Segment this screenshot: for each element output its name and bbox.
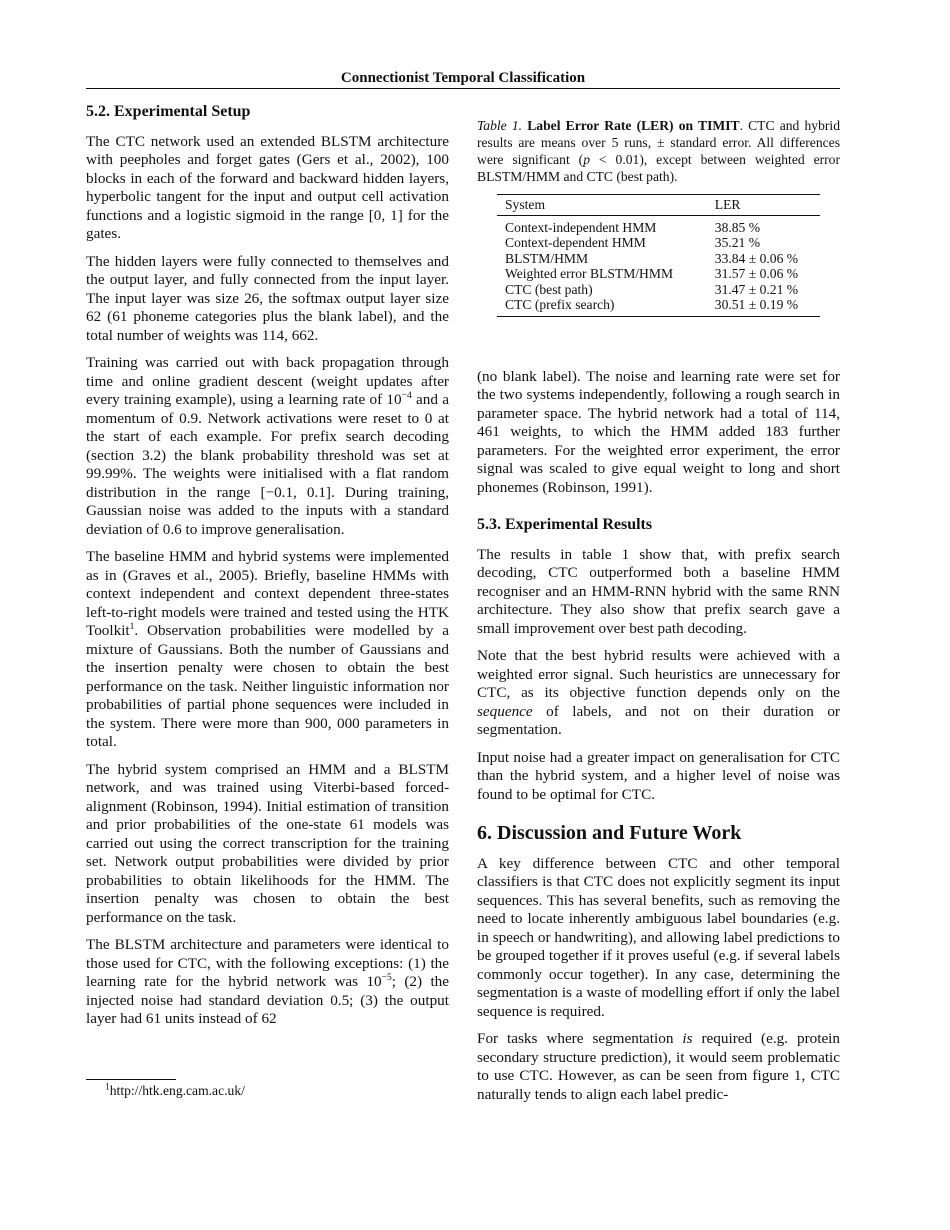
table-row: BLSTM/HMM 33.84 ± 0.06 % [505, 250, 799, 266]
paragraph: The baseline HMM and hybrid systems were implemented as in (Graves et al., 2005). Briefly, baseline HMMs with context independent and context dependent three-states left-to-right models were trained and tested using the HTK Toolkit$^1$. Observation probabilities were modelled by a mixture of Gaussians. Both the number of Gaussians and the insertion penalty were chosen to obtain the best performance on the task. Neither linguistic information nor probabilities of partial phone sequences were included in the system. There were more than 900, 000 parameters in total. [86, 548, 449, 750]
footnote-marker: 1 [129, 621, 135, 632]
paragraph: For tasks where segmentation is required (e.g. protein secondary structure prediction), it would seem problematic to use CTC. However, as can be seen from figure 1, CTC naturally tends to align each label predic- [477, 1030, 841, 1103]
footnote: $^1$http://htk.eng.cam.ac.uk/ [105, 1082, 245, 1098]
paragraph: The CTC network used an extended BLSTM architecture with peepholes and forget gates (Gers et al., 2002), 100 blocks in each of the forward and backward hidden layers, hyperbolic tangent for the input and output cell activation functions and a logistic sigmoid in the range [0, 1] for the gates. [86, 132, 449, 242]
section-heading-experimental-results: 5.3. Experimental Results [477, 516, 653, 533]
ler-table [497, 194, 820, 317]
table-header-system: System [497, 195, 707, 216]
left-column [86, 103, 449, 1038]
paragraph: (no blank label). The noise and learning rate were set for the two systems independently, following a rough search in parameter space. The hybrid network had a total of 114, 461 weights, to which the HMM added 183 further parameters. For the weighted error experiment, the error signal was scaled to give equal weight to long and short phonemes (Robinson, 1991). [477, 367, 840, 496]
paragraph: The hidden layers were fully connected to themselves and the output layer, and fully connected from the input layer. The input layer was size 26, the softmax output layer size 62 (61 phoneme categories plus the blank label), and the total number of weights was 114, 662. [86, 252, 449, 344]
running-header: Connectionist Temporal Classification [340, 70, 586, 86]
paragraph: The BLSTM architecture and parameters were identical to those used for CTC, with the following exceptions: (1) the learning rate for the hybrid network was $10^{-5}$; (2) the injected noise had standard deviation 0.5; (3) the output layer had 61 units instead of 62 [86, 936, 450, 1027]
right-column [477, 103, 840, 1113]
paragraph: Input noise had a greater impact on generalisation for CTC than the hybrid system, and a higher level of noise was found to be optimal for CTC. [477, 748, 840, 803]
table-row: CTC (best path) 31.47 ± 0.21 % [505, 281, 799, 297]
section-heading-experimental-setup: 5.2. Experimental Setup [86, 103, 251, 120]
paragraph: The results in table 1 show that, with prefix search decoding, CTC outperformed both a baseline HMM recogniser and an HMM-RNN hybrid with the same RNN architecture. They also show that prefix search gave a small improvement over best path decoding. [477, 545, 840, 637]
paragraph: A key difference between CTC and other temporal classifiers is that CTC does not explicitly segment its input sequences. This has several benefits, such as removing the need to locate inherently ambiguous label boundaries (e.g. in speech or handwriting), and allowing label predictions to be grouped together if it proves useful (e.g. if several labels commonly occur together). In any case, determining the segmentation is a waste of modelling effort if only the label sequence is required. [477, 854, 840, 1020]
paragraph: The hybrid system comprised an HMM and a BLSTM network, and was trained using Viterbi-based forced-alignment (Robinson, 1994). Initial estimation of transition and prior probabilities of the one-state 61 models was carried out using the correct transcription for the training set. Network output probabilities were divided by prior probabilities to obtain likelihoods for the HMM. The insertion penalty was chosen to obtain the best performance on the task. [86, 760, 449, 926]
paragraph: Training was carried out with back propagation through time and online gradient descent (weight updates after every training example), using a learning rate of $10^{-4}$ and a momentum of 0.9. Network activations were reset to 0 at the start of each example. For prefix search decoding (section 3.2) the blank probability threshold was set at 99.99%. The weights were initialised with a flat random distribution in the range [−0.1, 0.1]. During training, Gaussian noise was added to the inputs with a standard deviation of 0.6 to improve generalisation. [86, 354, 449, 538]
table-row: CTC (prefix search) 30.51 ± 0.19 % [497, 297, 820, 316]
header-rule [86, 88, 840, 89]
footnote-rule [86, 1079, 176, 1080]
section-heading-discussion: 6. Discussion and Future Work [477, 822, 742, 844]
table-row: Weighted error BLSTM/HMM 31.57 ± 0.06 % [505, 266, 799, 281]
table-row: Context-dependent HMM 35.21 % [505, 235, 761, 250]
table-caption: Table 1. Label Error Rate (LER) on TIMIT. CTC and hybrid results are means over 5 runs, ± standard error. All differences were significant (p < 0.01), except between weighted error BLSTM/HMM and CTC (best path). [477, 118, 840, 184]
footnote-link[interactable]: http://htk.eng.cam.ac.uk/ [109, 1083, 245, 1098]
paragraph: Note that the best hybrid results were achieved with a weighted error signal. Such heuristics are unnecessary for CTC, as its objective function depends only on the sequence of labels, and not on their duration or segmentation. [477, 647, 840, 738]
table-row: Context-independent HMM 38.85 % [505, 219, 761, 235]
table-header-ler: LER [707, 195, 820, 216]
